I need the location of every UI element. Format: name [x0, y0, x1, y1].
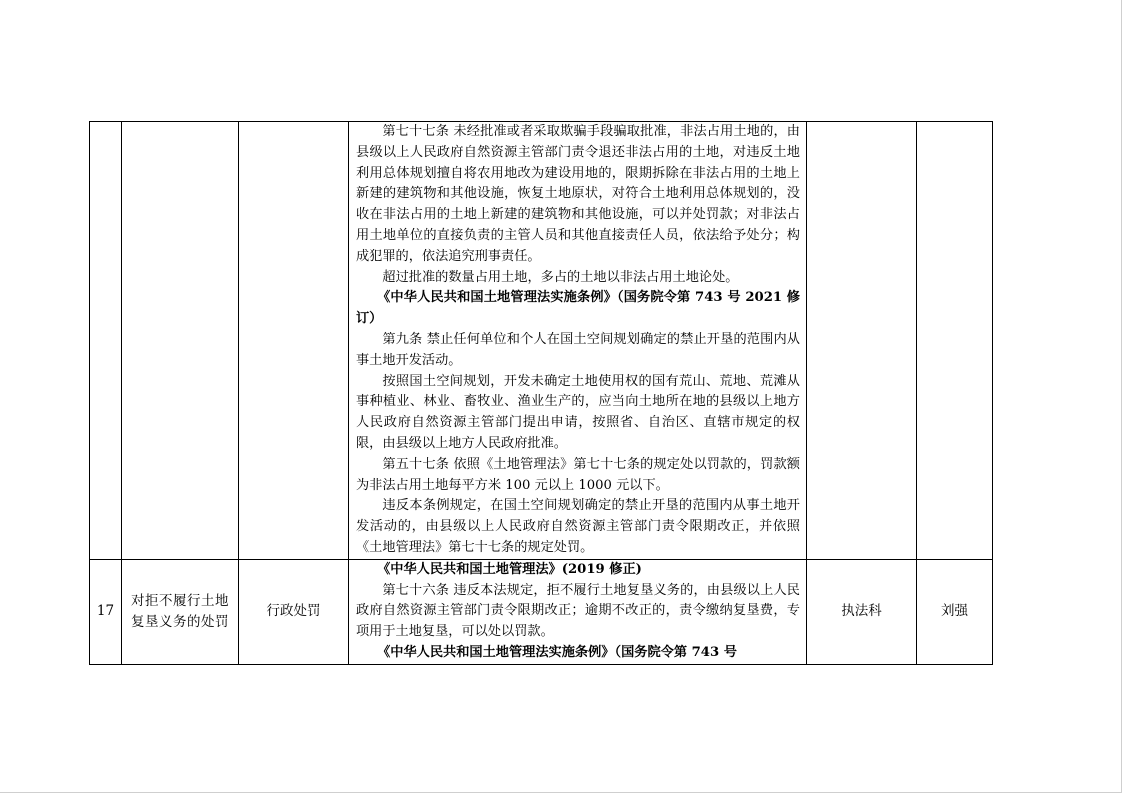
law-paragraph: 超过批准的数量占用土地，多占的土地以非法占用土地论处。	[382, 269, 739, 285]
item-name: 对拒不履行土地复垦义务的处罚	[131, 592, 229, 630]
law-paragraph: 第七十七条 未经批准或者采取欺骗手段骗取批准，非法占用土地的，由县级以上人民政府自然资源主管部门责令退还非法占用的土地，对违反土地利用总体规划擅自将农用地改为建设用地的，限期拆除在非法占用的土地上新建的建筑物和其他设施，恢复土地原状，对符合土地利用总体规划的，没收在非法占用的土地上新建的建筑物和其他设施，可以并处罚款；对非法占用土地单位的直接负责的主管人员和其他直接责任人员，依法给予处分；构成犯罪的，依法追究刑事责任。	[356, 124, 800, 264]
legal-basis-text	[349, 560, 806, 664]
type-cell	[239, 122, 349, 560]
law-title: 《中华人民共和国土地管理法实施条例》（国务院令第 743 号	[377, 644, 737, 660]
legal-basis-cell	[349, 559, 807, 664]
enforcement-table	[89, 121, 993, 665]
legal-basis-text	[349, 122, 806, 559]
person-cell	[917, 559, 993, 664]
item-cell	[122, 559, 239, 664]
table-row	[90, 122, 993, 560]
law-paragraph: 第五十七条 依照《土地管理法》第七十七条的规定处以罚款的，罚款额为非法占用土地每平方米 100 元以上 1000 元以下。	[356, 456, 800, 493]
law-title: 《中华人民共和国土地管理法实施条例》（国务院令第 743 号 2021 修订）	[356, 290, 800, 327]
department-cell	[807, 559, 917, 664]
table-row	[90, 559, 993, 664]
law-paragraph: 违反本条例规定，在国土空间规划确定的禁止开垦的范围内从事土地开发活动的，由县级以上人民政府自然资源主管部门责令限期改正，并依照《土地管理法》第七十七条的规定处罚。	[356, 498, 800, 555]
law-paragraph: 第九条 禁止任何单位和个人在国土空间规划确定的禁止开垦的范围内从事土地开发活动。	[356, 331, 800, 368]
row-number: 17	[96, 603, 115, 620]
enforcement-type: 行政处罚	[266, 603, 321, 620]
law-paragraph: 按照国土空间规划，开发未确定土地使用权的国有荒山、荒地、荒滩从事种植业、林业、畜牧业、渔业生产的，应当向土地所在地的县级以上地方人民政府自然资源主管部门提出申请，按照省、自治区、直辖市规定的权限，由县级以上地方人民政府批准。	[356, 373, 800, 451]
responsible-person: 刘强	[941, 603, 968, 620]
type-cell	[239, 559, 349, 664]
person-cell	[917, 122, 993, 560]
item-cell	[122, 122, 239, 560]
number-cell	[90, 122, 122, 560]
department: 执法科	[841, 603, 882, 620]
law-paragraph: 第七十六条 违反本法规定，拒不履行土地复垦义务的，由县级以上人民政府自然资源主管部门责令限期改正；逾期不改正的，责令缴纳复垦费，专项用于土地复垦，可以处以罚款。	[356, 582, 800, 640]
department-cell	[807, 122, 917, 560]
number-cell	[90, 559, 122, 664]
law-title: 《中华人民共和国土地管理法》(2019 修正)	[377, 561, 642, 577]
legal-basis-cell	[349, 122, 807, 560]
